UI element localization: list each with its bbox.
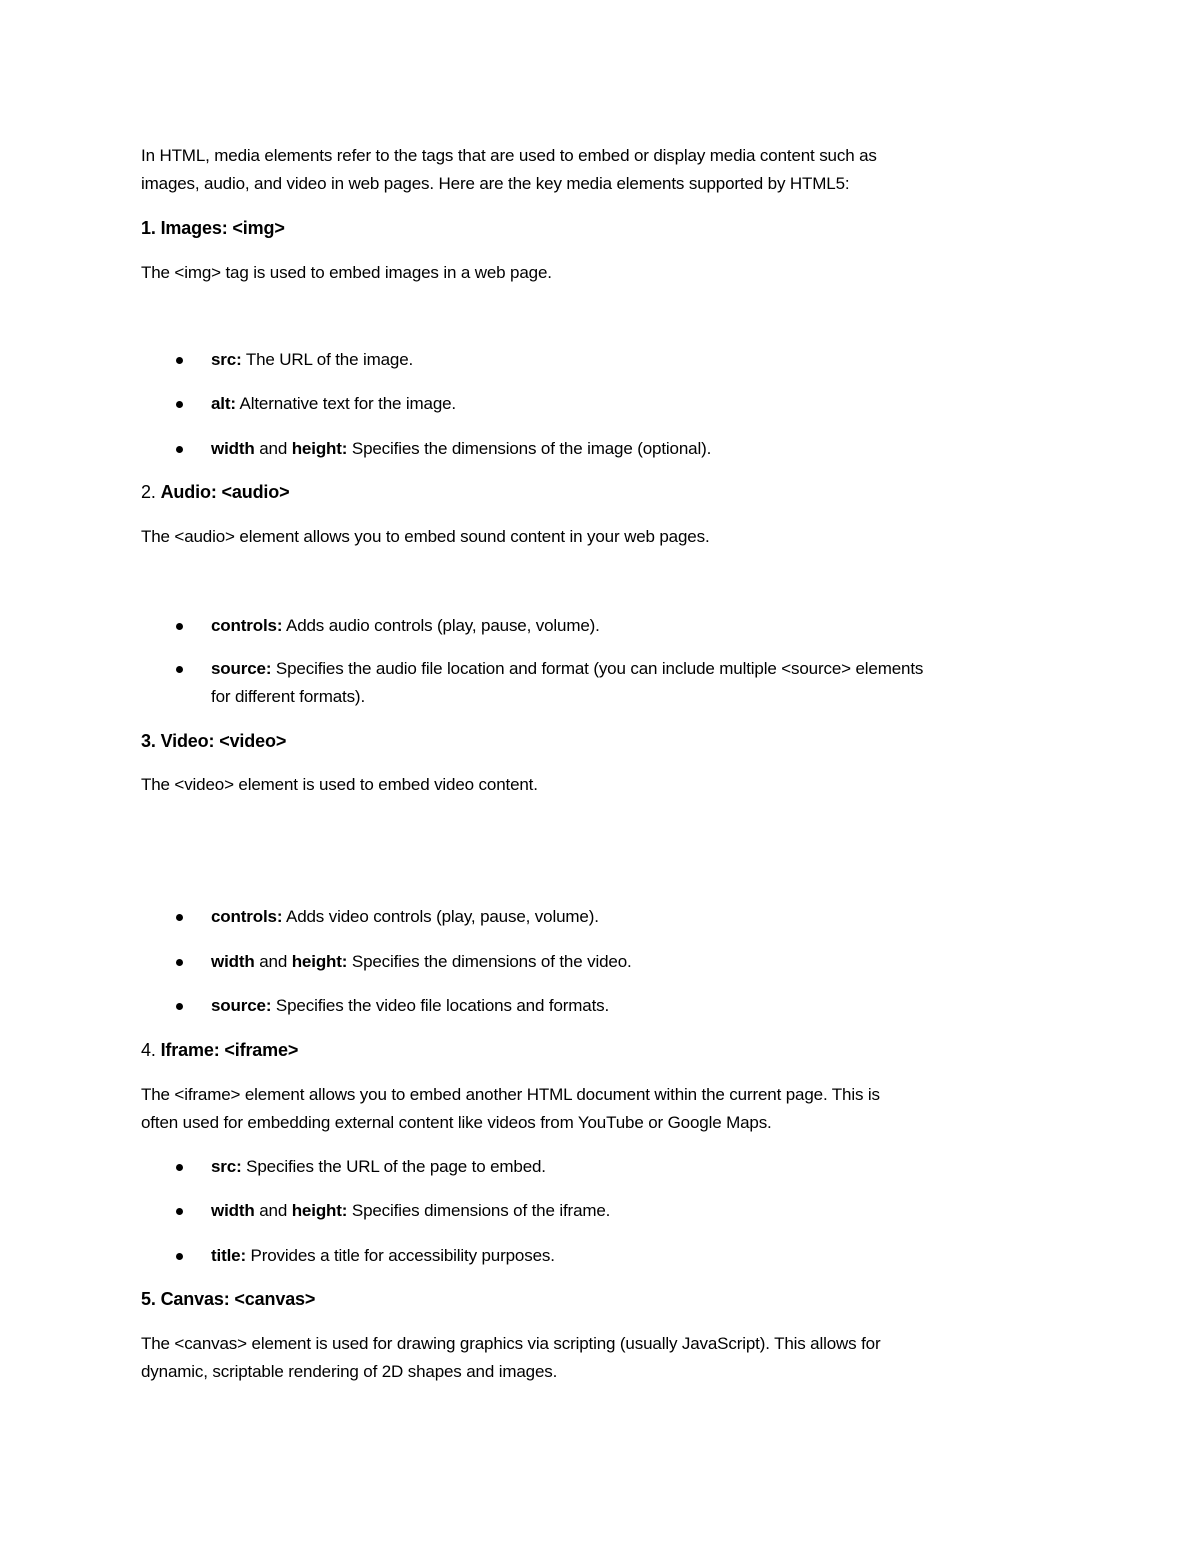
intro-paragraph-line: In HTML, media elements refer to the tags that are used to embed or display media content such as: [141, 146, 877, 165]
section-heading: [141, 727, 286, 755]
section-number: 4.: [141, 1040, 156, 1060]
section-heading: [141, 478, 289, 506]
bullet-item-line: [211, 1153, 546, 1181]
section-title: Video: <video>: [160, 731, 287, 751]
intro-paragraph-line: images, audio, and video in web pages. Here are the key media elements supported by HTML5:: [141, 174, 850, 193]
bullet-item-line: [211, 655, 923, 683]
section-heading: [141, 1285, 315, 1313]
attribute-name: alt:: [211, 394, 236, 413]
bullet-icon: [176, 914, 183, 921]
attribute-name: source:: [211, 996, 272, 1015]
attribute-name: src:: [211, 350, 242, 369]
attribute-name: title:: [211, 1246, 246, 1265]
section-description-line: The <video> element is used to embed video content.: [141, 775, 538, 794]
bullet-item-line: [211, 1242, 555, 1270]
attribute-text: and: [254, 439, 292, 458]
attribute-text: Specifies the audio file location and format (you can include multiple <source> elements: [271, 659, 924, 678]
bullet-icon: [176, 446, 183, 453]
attribute-name: height:: [291, 1201, 348, 1220]
attribute-name: height:: [291, 439, 348, 458]
section-title: Canvas: <canvas>: [160, 1289, 316, 1309]
attribute-text: Specifies the video file locations and formats.: [271, 996, 610, 1015]
attribute-name: controls:: [211, 907, 283, 926]
attribute-text: Adds video controls (play, pause, volume).: [282, 907, 599, 926]
section-heading: [141, 1036, 298, 1064]
attribute-name: controls:: [211, 616, 283, 635]
attribute-name: width: [211, 1201, 255, 1220]
bullet-icon: [176, 1208, 183, 1215]
attribute-text: The URL of the image.: [241, 350, 414, 369]
section-description-line: The <canvas> element is used for drawing graphics via scripting (usually JavaScript). This allows for: [141, 1334, 881, 1353]
bullet-icon: [176, 1003, 183, 1010]
section-number: 2.: [141, 482, 156, 502]
bullet-icon: [176, 623, 183, 630]
bullet-item-line: [211, 390, 456, 418]
attribute-text: and: [254, 952, 292, 971]
section-number: 5.: [141, 1289, 156, 1309]
attribute-name: src:: [211, 1157, 242, 1176]
section-title: Images: <img>: [160, 218, 285, 238]
section-description-line: often used for embedding external content like videos from YouTube or Google Maps.: [141, 1113, 772, 1132]
attribute-name: height:: [291, 952, 348, 971]
section-description-line: dynamic, scriptable rendering of 2D shapes and images.: [141, 1362, 558, 1381]
section-description-line: The <iframe> element allows you to embed another HTML document within the current page. This is: [141, 1085, 880, 1104]
bullet-item-line: [211, 948, 632, 976]
attribute-text: Specifies the URL of the page to embed.: [241, 1157, 546, 1176]
bullet-icon: [176, 401, 183, 408]
attribute-text: and: [254, 1201, 292, 1220]
section-title: Audio: <audio>: [160, 482, 290, 502]
attribute-name: width: [211, 952, 255, 971]
section-title: Iframe: <iframe>: [160, 1040, 299, 1060]
section-number: 3.: [141, 731, 156, 751]
bullet-icon: [176, 357, 183, 364]
attribute-text: Alternative text for the image.: [235, 394, 456, 413]
attribute-name: width: [211, 439, 255, 458]
bullet-item-line: [211, 346, 413, 374]
bullet-item-line: [211, 903, 599, 931]
bullet-icon: [176, 1164, 183, 1171]
section-description-line: The <img> tag is used to embed images in a web page.: [141, 263, 552, 282]
attribute-text: Specifies the dimensions of the video.: [347, 952, 632, 971]
attribute-name: source:: [211, 659, 272, 678]
bullet-item-line: [211, 992, 609, 1020]
attribute-text: Provides a title for accessibility purposes.: [245, 1246, 555, 1265]
attribute-text: Specifies dimensions of the iframe.: [347, 1201, 611, 1220]
bullet-item-line: [211, 612, 600, 640]
attribute-text: Specifies the dimensions of the image (optional).: [347, 439, 712, 458]
bullet-item-line: [211, 435, 711, 463]
bullet-icon: [176, 959, 183, 966]
bullet-icon: [176, 666, 183, 673]
attribute-text: Adds audio controls (play, pause, volume).: [282, 616, 600, 635]
bullet-icon: [176, 1253, 183, 1260]
section-number: 1.: [141, 218, 156, 238]
bullet-item-line: [211, 683, 365, 711]
attribute-text: for different formats).: [211, 687, 366, 706]
section-heading: [141, 214, 285, 242]
bullet-item-line: [211, 1197, 610, 1225]
section-description-line: The <audio> element allows you to embed sound content in your web pages.: [141, 527, 710, 546]
